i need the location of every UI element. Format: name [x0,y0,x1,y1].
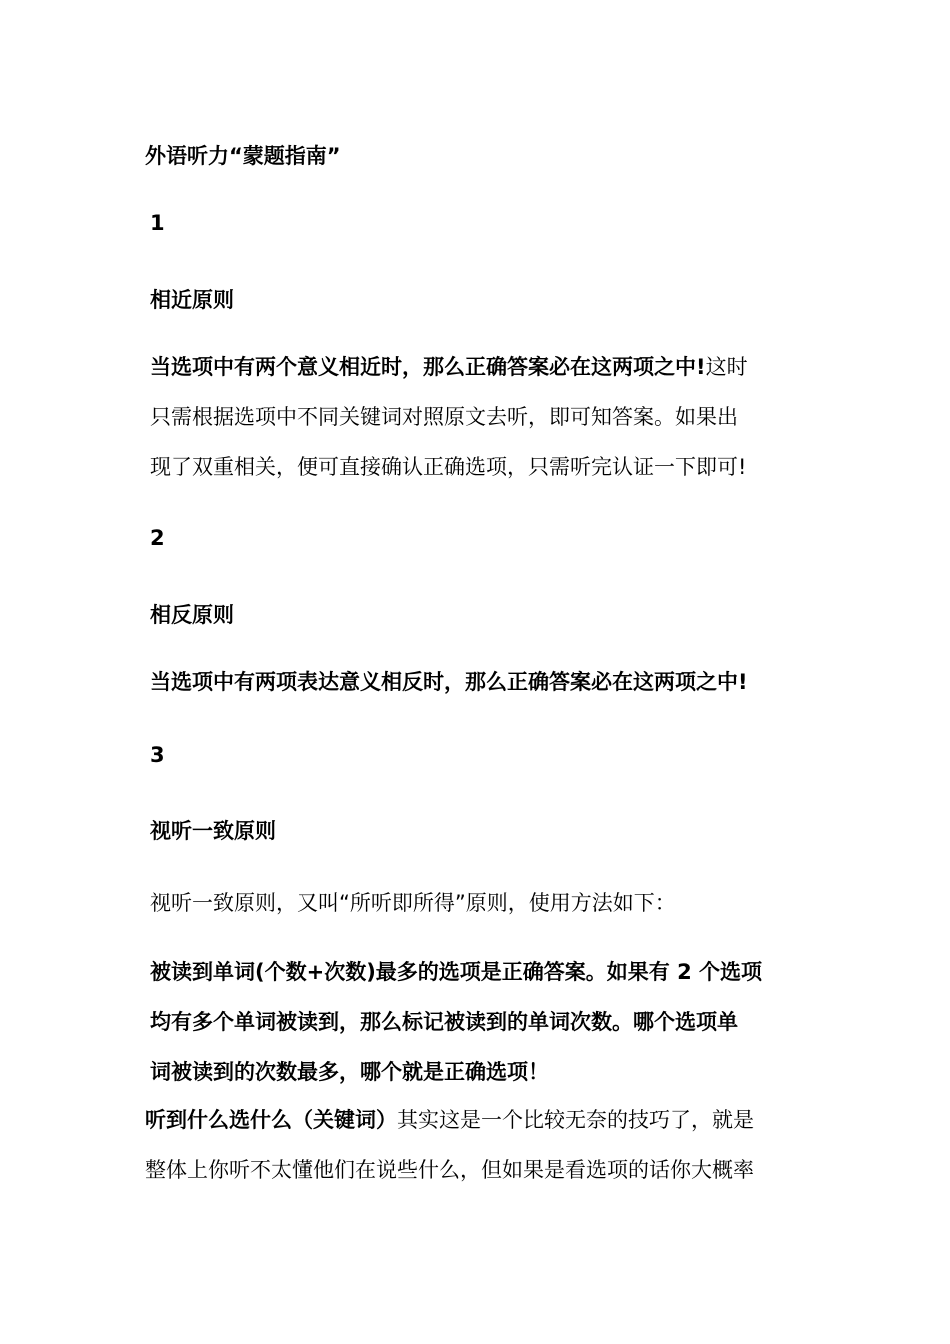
section-1-line-3: 现了双重相关，便可直接确认正确选项，只需听完认证一下即可! [150,455,747,479]
section-heading-3: 视听一致原则 [150,819,276,843]
section-3-line-1: 被读到单词(个数+次数)最多的选项是正确答案。如果有 2 个选项 [150,960,763,984]
closing-line-1 [145,1095,754,1145]
section-3-line-3: 词被读到的次数最多，哪个就是正确选项！ [150,1060,549,1084]
section-body-1 [150,342,748,492]
section-1-line-1-normal: 这时 [705,355,748,379]
closing-line-1-bold: 听到什么选什么（关键词） [145,1108,397,1132]
section-3-line-2: 均有多个单词被读到，那么标记被读到的单词次数。哪个选项单 [150,1010,738,1034]
section-number-1: 1 [150,211,165,235]
document-title: 外语听力“蒙题指南” [145,144,341,168]
section-heading-1: 相近原则 [150,288,234,312]
section-2-line-1: 当选项中有两项表达意义相反时，那么正确答案必在这两项之中! [150,670,748,694]
closing-line-2: 整体上你听不太懂他们在说些什么，但如果是看选项的话你大概率 [145,1158,754,1182]
section-number-2: 2 [150,526,165,550]
section-3-intro: 视听一致原则，又叫“所听即所得”原则，使用方法如下： [150,891,676,915]
section-1-line-2: 只需根据选项中不同关键词对照原文去听，即可知答案。如果出 [150,405,738,429]
closing-paragraph [145,1095,754,1195]
section-heading-2: 相反原则 [150,603,234,627]
section-number-3: 3 [150,743,165,767]
section-body-2 [150,657,748,707]
section-1-line-1-bold: 当选项中有两个意义相近时，那么正确答案必在这两项之中! [150,355,706,379]
closing-line-1-normal: 其实这是一个比较无奈的技巧了，就是 [397,1108,754,1132]
section-1-line-1 [150,342,748,392]
section-body-3 [150,947,762,1097]
